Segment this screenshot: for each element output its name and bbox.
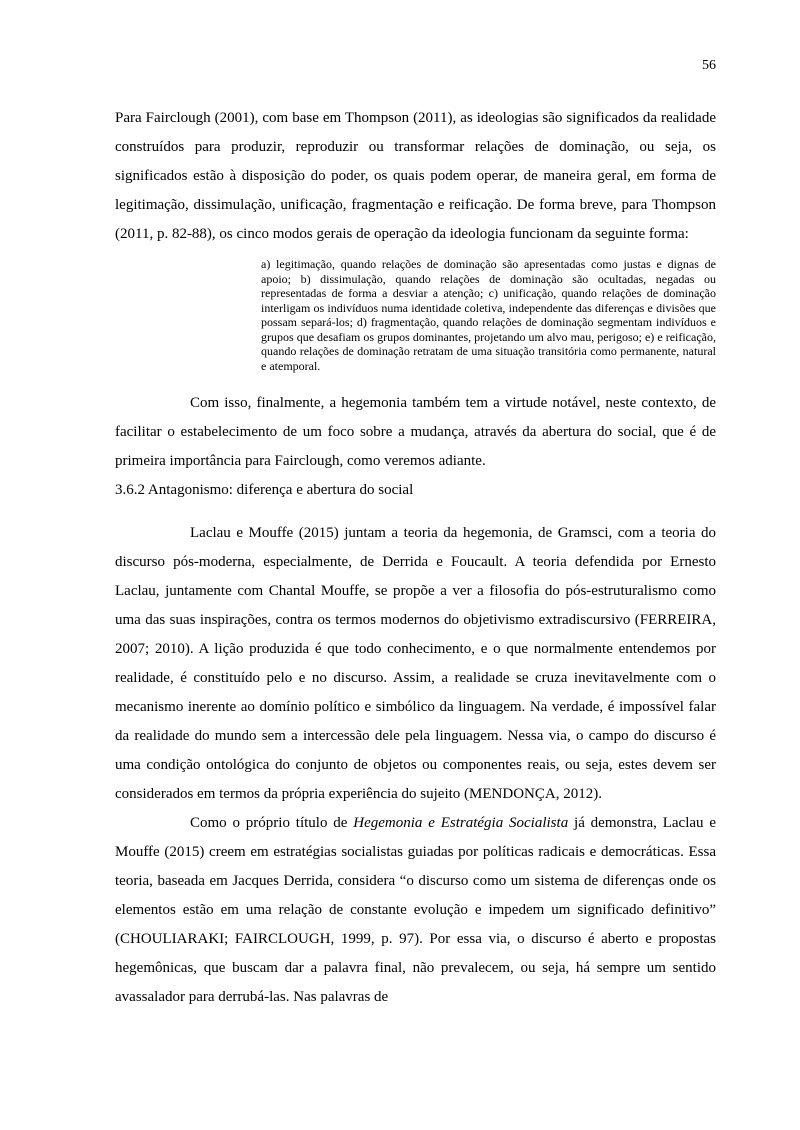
paragraph-hegemonia-estrategia-socialista bbox=[115, 809, 716, 1012]
paragraph-laclau-mouffe-teoria: Laclau e Mouffe (2015) juntam a teoria da hegemonia, de Gramsci, com a teoria do discurso pós-moderna, especialmente, de Derrida e Foucault. A teoria defendida por Ernesto Laclau, juntamente com Chantal Mouffe, se propõe a ver a filosofia do pós-estruturalismo como uma das suas inspirações, contra os termos modernos do objetivismo extradiscursivo (FERREIRA, 2007; 2010). A lição produzida é que todo conhecimento, e o que normalmente entendemos por realidade, é constituído pelo e no discurso. Assim, a realidade se cruza inevitavelmente com o mecanismo inerente ao domínio político e simbólico da linguagem. Na verdade, é impossível falar da realidade do mundo sem a intercessão dele pela linguagem. Nessa via, o campo do discurso é uma condição ontológica do conjunto de objetos ou componentes reais, ou seja, estes devem ser considerados em termos da própria experiência do sujeito (MENDONÇA, 2012). bbox=[115, 525, 716, 802]
page-content bbox=[115, 104, 716, 1012]
paragraph-text-before-book-title: Como o próprio título de bbox=[190, 815, 354, 831]
paragraph-text-after-book-title: já demonstra, Laclau e Mouffe (2015) creem em estratégias socialistas guiadas por políticas radicais e democráticas. Essa teoria, baseada em Jacques Derrida, considera “o discurso como um sistema de diferenças onde os elementos estão em uma relação de constante evolução e impedem um significado definitivo” (CHOULIARAKI; FAIRCLOUGH, 1999, p. 97). Por essa via, o discurso é aberto e propostas hegemônicas, que buscam dar a palavra final, não prevalecem, ou seja, há sempre um sentido avassalador para derrubá-las. Nas palavras de bbox=[115, 815, 716, 1005]
section-heading-3-6-2: 3.6.2 Antagonismo: diferença e abertura do social bbox=[115, 482, 414, 498]
book-title-italic: Hegemonia e Estratégia Socialista bbox=[353, 815, 569, 831]
paragraph-hegemonia-virtude: Com isso, finalmente, a hegemonia também tem a virtude notável, neste contexto, de facilitar o estabelecimento de um foco sobre a mudança, através da abertura do social, que é de primeira importância para Fairclough, como veremos adiante. bbox=[115, 395, 716, 469]
blockquote-thompson-cinco-modos: a) legitimação, quando relações de dominação são apresentadas como justas e dignas de apoio; b) dissimulação, quando relações de dominação são ocultadas, negadas ou representadas de forma a desviar a atenção; c) unificação, quando relações de dominação interligam os indivíduos numa identidade coletiva, independente das diferenças e divisões que possam separá-los; d) fragmentação, quando relações de dominação segmentam indivíduos e grupos que desafiam os grupos dominantes, projetando um alvo mau, perigoso; e) e reificação, quando relações de dominação retratam de uma situação transitória como permanente, natural e atemporal. bbox=[261, 257, 716, 373]
page-number: 56 bbox=[702, 58, 716, 73]
paragraph-fairclough-ideologias: Para Fairclough (2001), com base em Thompson (2011), as ideologias são significados da realidade construídos para produzir, reproduzir ou transformar relações de dominação, ou seja, os significados estão à disposição do poder, os quais podem operar, de maneira geral, em forma de legitimação, dissimulação, unificação, fragmentação e reificação. De forma breve, para Thompson (2011, p. 82-88), os cinco modos gerais de operação da ideologia funcionam da seguinte forma: bbox=[115, 110, 716, 242]
